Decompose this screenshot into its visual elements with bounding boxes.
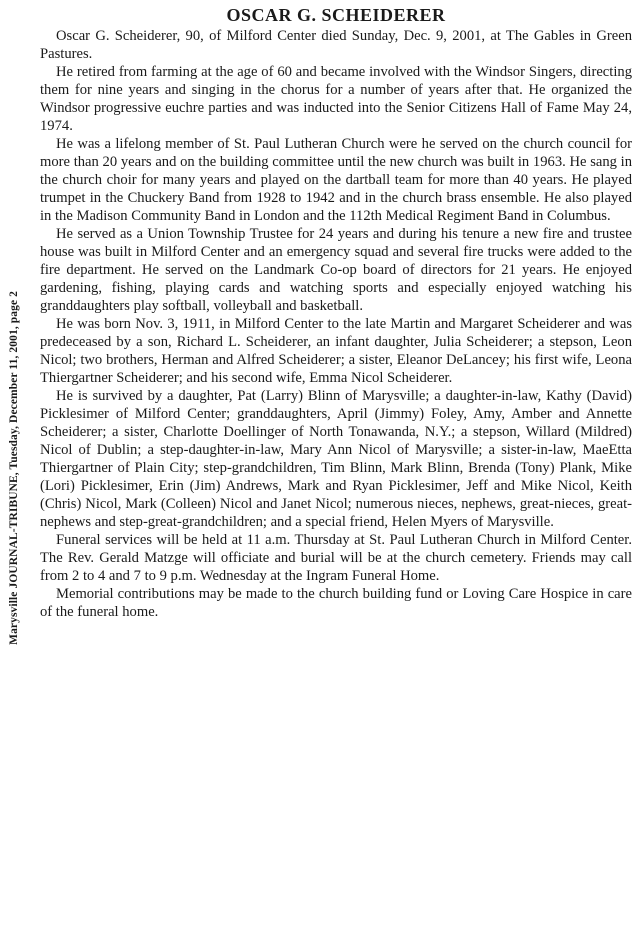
paragraph-death-notice: Oscar G. Scheiderer, 90, of Milford Center died Sunday, Dec. 9, 2001, at The Gables in Green Pastures.: [40, 28, 632, 62]
source-caption-text: Marysville JOURNAL-TRIBUNE, Tuesday, December 11, 2001, page 2: [8, 290, 20, 645]
paragraph-survivors: He is survived by a daughter, Pat (Larry) Blinn of Marysville; a daughter-in-law, Kathy (David) Picklesimer of Milford Center; granddaughters, April (Jimmy) Foley, Amy, Amber and Annette Scheiderer; a sister, Charlotte Doellinger of North Tonawanda, N.Y.; a stepson, Willard (Mildred) Nicol of Dublin; a step-daughter-in-law, Mary Ann Nicol of Marysville; a sister-in-law, MaeEtta Thiergartner of Plain City; step-grandchildren, Tim Blinn, Mark Blinn, Brenda (Tony) Plank, Mike (Lori) Picklesimer, Erin (Jim) Andrews, Mark and Ryan Picklesimer, Jeff and Mike Nicol, Keith (Chris) Nicol, Mark (Colleen) Nicol and Janet Nicol; numerous nieces, nephews, great-nieces, great-nephews and step-great-grandchildren; and a special friend, Helen Myers of Marysville.: [40, 388, 632, 530]
paragraph-funeral-services: Funeral services will be held at 11 a.m. Thursday at St. Paul Lutheran Church in Milford Center. The Rev. Gerald Matzge will officiate and burial will be at the church cemetery. Friends may call from 2 to 4 and 7 to 9 p.m. Wednesday at the Ingram Funeral Home.: [40, 532, 632, 584]
paragraph-memorial: Memorial contributions may be made to the church building fund or Loving Care Hospice in care of the funeral home.: [40, 586, 632, 620]
paragraph-church: He was a lifelong member of St. Paul Lutheran Church were he served on the church council for more than 20 years and on the building committee until the new church was built in 1963. He sang in the church choir for many years and played on the dartball team for more than 40 years. He played trumpet in the Chuckery Band from 1928 to 1942 and in the church brass ensemble. He also played in the Madison Community Band in London and the 112th Medical Regiment Band in Columbus.: [40, 136, 632, 224]
paragraph-retirement: He retired from farming at the age of 60 and became involved with the Windsor Singers, directing them for nine years and singing in the chorus for a number of years after that. He organized the Windsor progressive euchre parties and was inducted into the Senior Citizens Hall of Fame May 24, 1974.: [40, 64, 632, 134]
paragraph-trustee: He served as a Union Township Trustee for 24 years and during his tenure a new fire and trustee house was built in Milford Center and an emergency squad and several fire trucks were added to the fire department. He served on the Landmark Co-op board of directors for 21 years. He enjoyed gardening, fishing, playing cards and watching sports and especially enjoyed watching his granddaughters play softball, volleyball and basketball.: [40, 226, 632, 314]
newspaper-source-caption: [1, 0, 27, 935]
obituary-column: [40, 4, 632, 621]
obituary-title: OSCAR G. SCHEIDERER: [226, 5, 446, 25]
paragraph-birth-family: He was born Nov. 3, 1911, in Milford Center to the late Martin and Margaret Scheiderer and was predeceased by a son, Richard L. Scheiderer, an infant daughter, Julia Scheiderer; a stepson, Leon Nicol; two brothers, Herman and Alfred Scheiderer; a sister, Eleanor DeLancey; his first wife, Leona Thiergartner Scheiderer; and his second wife, Emma Nicol Scheiderer.: [40, 316, 632, 386]
